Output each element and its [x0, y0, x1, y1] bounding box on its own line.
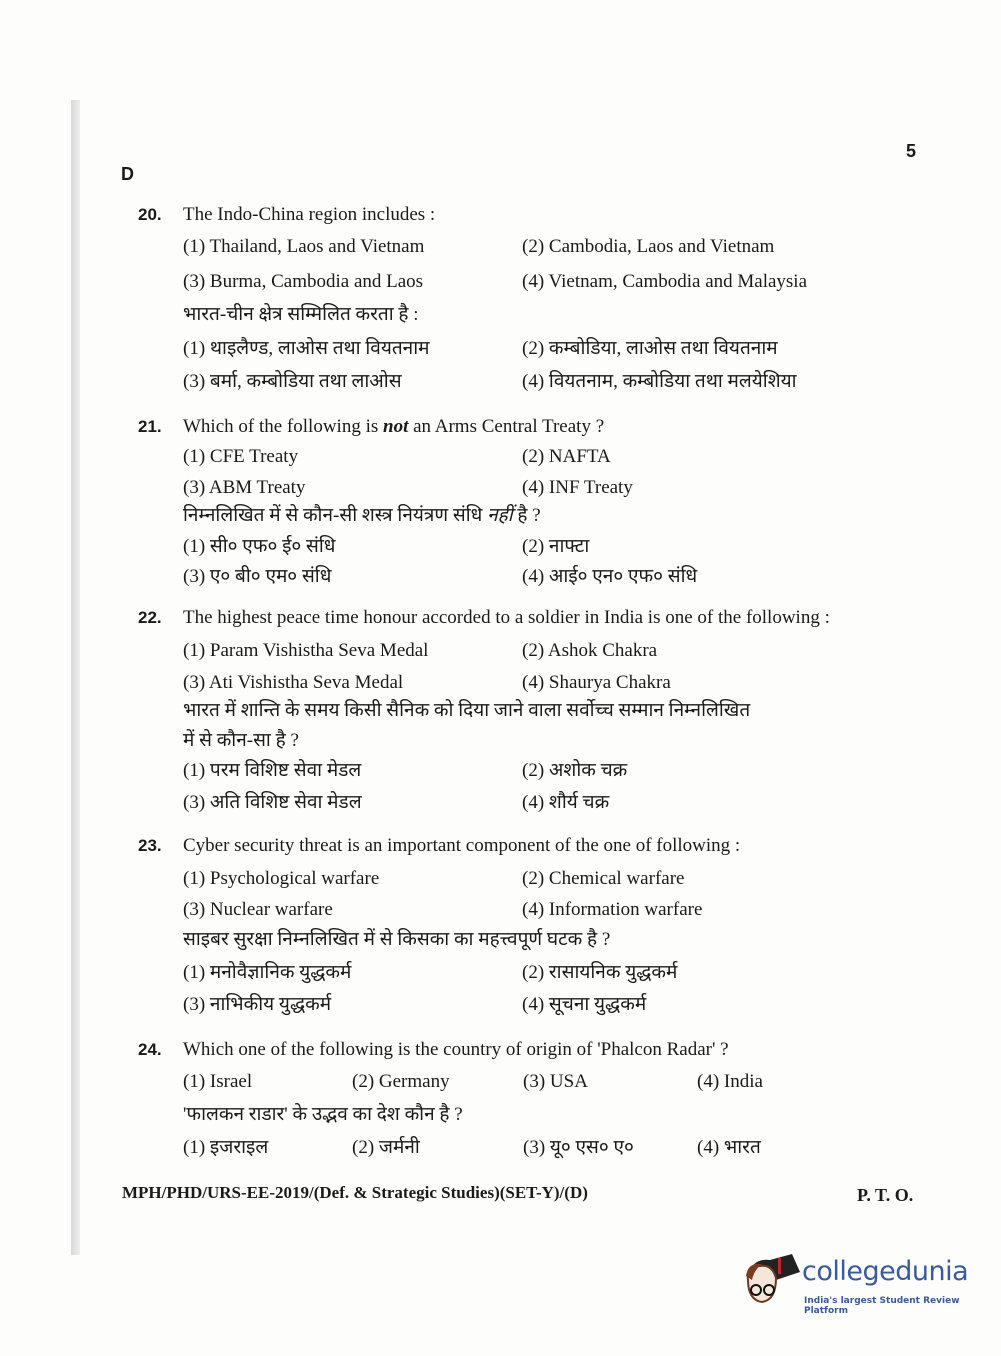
- option-en: (4) Shaurya Chakra: [522, 672, 671, 693]
- option-en: (2) Germany: [352, 1071, 450, 1092]
- option-en: (2) NAFTA: [522, 446, 611, 467]
- option-hi: (1) परम विशिष्ट सेवा मेडल: [183, 760, 362, 781]
- question-text-hi: भारत-चीन क्षेत्र सम्मिलित करता है :: [183, 304, 419, 325]
- option-hi: (1) सी० एफ० ई० संधि: [183, 536, 336, 557]
- option-en: (2) Chemical warfare: [522, 868, 685, 889]
- option-hi: (4) भारत: [697, 1137, 761, 1158]
- option-en: (1) Thailand, Laos and Vietnam: [183, 236, 425, 257]
- option-en: (2) Cambodia, Laos and Vietnam: [522, 236, 775, 257]
- option-en: (3) Nuclear warfare: [183, 899, 333, 920]
- collegedunia-watermark: [742, 1250, 982, 1320]
- option-en: (3) ABM Treaty: [183, 477, 306, 498]
- option-en: (4) INF Treaty: [522, 477, 633, 498]
- option-hi: (2) जर्मनी: [352, 1137, 420, 1158]
- option-en: (1) Psychological warfare: [183, 868, 380, 889]
- question-text-en: Which of the following is not an Arms Central Treaty ?: [183, 416, 605, 437]
- option-hi: (1) थाइलैण्ड, लाओस तथा वियतनाम: [183, 338, 430, 359]
- question-text-en: Which one of the following is the country of origin of 'Phalcon Radar' ?: [183, 1039, 729, 1060]
- option-hi: (2) रासायनिक युद्धकर्म: [522, 962, 678, 983]
- set-letter: D: [121, 164, 134, 184]
- option-hi: (2) नाफ्टा: [522, 536, 590, 557]
- footer-code: MPH/PHD/URS-EE-2019/(Def. & Strategic Studies)(SET-Y)/(D): [122, 1183, 588, 1202]
- option-en: (4) Information warfare: [522, 899, 703, 920]
- question-text-hi: भारत में शान्ति के समय किसी सैनिक को दिया जाने वाला सर्वोच्च सम्मान निम्नलिखित: [183, 700, 751, 721]
- question-text-en: Cyber security threat is an important component of the one of following :: [183, 835, 741, 856]
- option-hi: (3) अति विशिष्ट सेवा मेडल: [183, 792, 362, 813]
- pto-label: P. T. O.: [857, 1185, 914, 1205]
- question-number: 22.: [138, 608, 162, 627]
- option-hi: (1) इजराइल: [183, 1137, 269, 1158]
- question-text-hi: निम्नलिखित में से कौन-सी शस्त्र नियंत्रण संधि नहीं है ?: [183, 505, 541, 526]
- question-number: 21.: [138, 417, 162, 436]
- option-hi: (3) यू० एस० ए०: [523, 1137, 634, 1158]
- question-text-hi: साइबर सुरक्षा निम्नलिखित में से किसका का महत्त्वपूर्ण घटक है ?: [183, 929, 611, 950]
- question-number: 20.: [138, 205, 162, 224]
- option-en: (3) Burma, Cambodia and Laos: [183, 271, 424, 292]
- brand-tagline: India's largest Student Review Platform: [804, 1296, 960, 1316]
- option-hi: (3) ए० बी० एम० संधि: [183, 566, 332, 587]
- question-text-en: The highest peace time honour accorded to a soldier in India is one of the following :: [183, 607, 830, 628]
- question-number: 23.: [138, 836, 162, 855]
- brand-name: collegedunia: [802, 1256, 969, 1287]
- option-en: (4) Vietnam, Cambodia and Malaysia: [522, 271, 808, 292]
- option-hi: (4) सूचना युद्धकर्म: [522, 994, 647, 1015]
- mascot-icon: [742, 1250, 802, 1320]
- scan-edge: [71, 100, 80, 1255]
- option-en: (1) Param Vishistha Seva Medal: [183, 640, 429, 661]
- question-number: 24.: [138, 1040, 162, 1059]
- option-hi: (2) कम्बोडिया, लाओस तथा वियतनाम: [522, 338, 778, 359]
- option-hi: (4) वियतनाम, कम्बोडिया तथा मलयेशिया: [522, 371, 797, 392]
- option-en: (3) USA: [523, 1071, 588, 1092]
- question-text-hi: में से कौन-सा है ?: [183, 730, 299, 751]
- option-en: (3) Ati Vishistha Seva Medal: [183, 672, 404, 693]
- option-hi: (3) नाभिकीय युद्धकर्म: [183, 994, 332, 1015]
- option-hi: (3) बर्मा, कम्बोडिया तथा लाओस: [183, 371, 402, 392]
- option-en: (2) Ashok Chakra: [522, 640, 658, 661]
- option-en: (4) India: [697, 1071, 763, 1092]
- question-text-en: The Indo-China region includes :: [183, 204, 436, 225]
- option-hi: (2) अशोक चक्र: [522, 760, 628, 781]
- option-hi: (4) शौर्य चक्र: [522, 792, 610, 813]
- option-en: (1) CFE Treaty: [183, 446, 299, 467]
- question-text-hi: 'फालकन राडार' के उद्भव का देश कौन है ?: [183, 1104, 463, 1125]
- option-en: (1) Israel: [183, 1071, 253, 1092]
- option-hi: (1) मनोवैज्ञानिक युद्धकर्म: [183, 962, 352, 983]
- option-hi: (4) आई० एन० एफ० संधि: [522, 566, 698, 587]
- page-number: 5: [906, 141, 917, 161]
